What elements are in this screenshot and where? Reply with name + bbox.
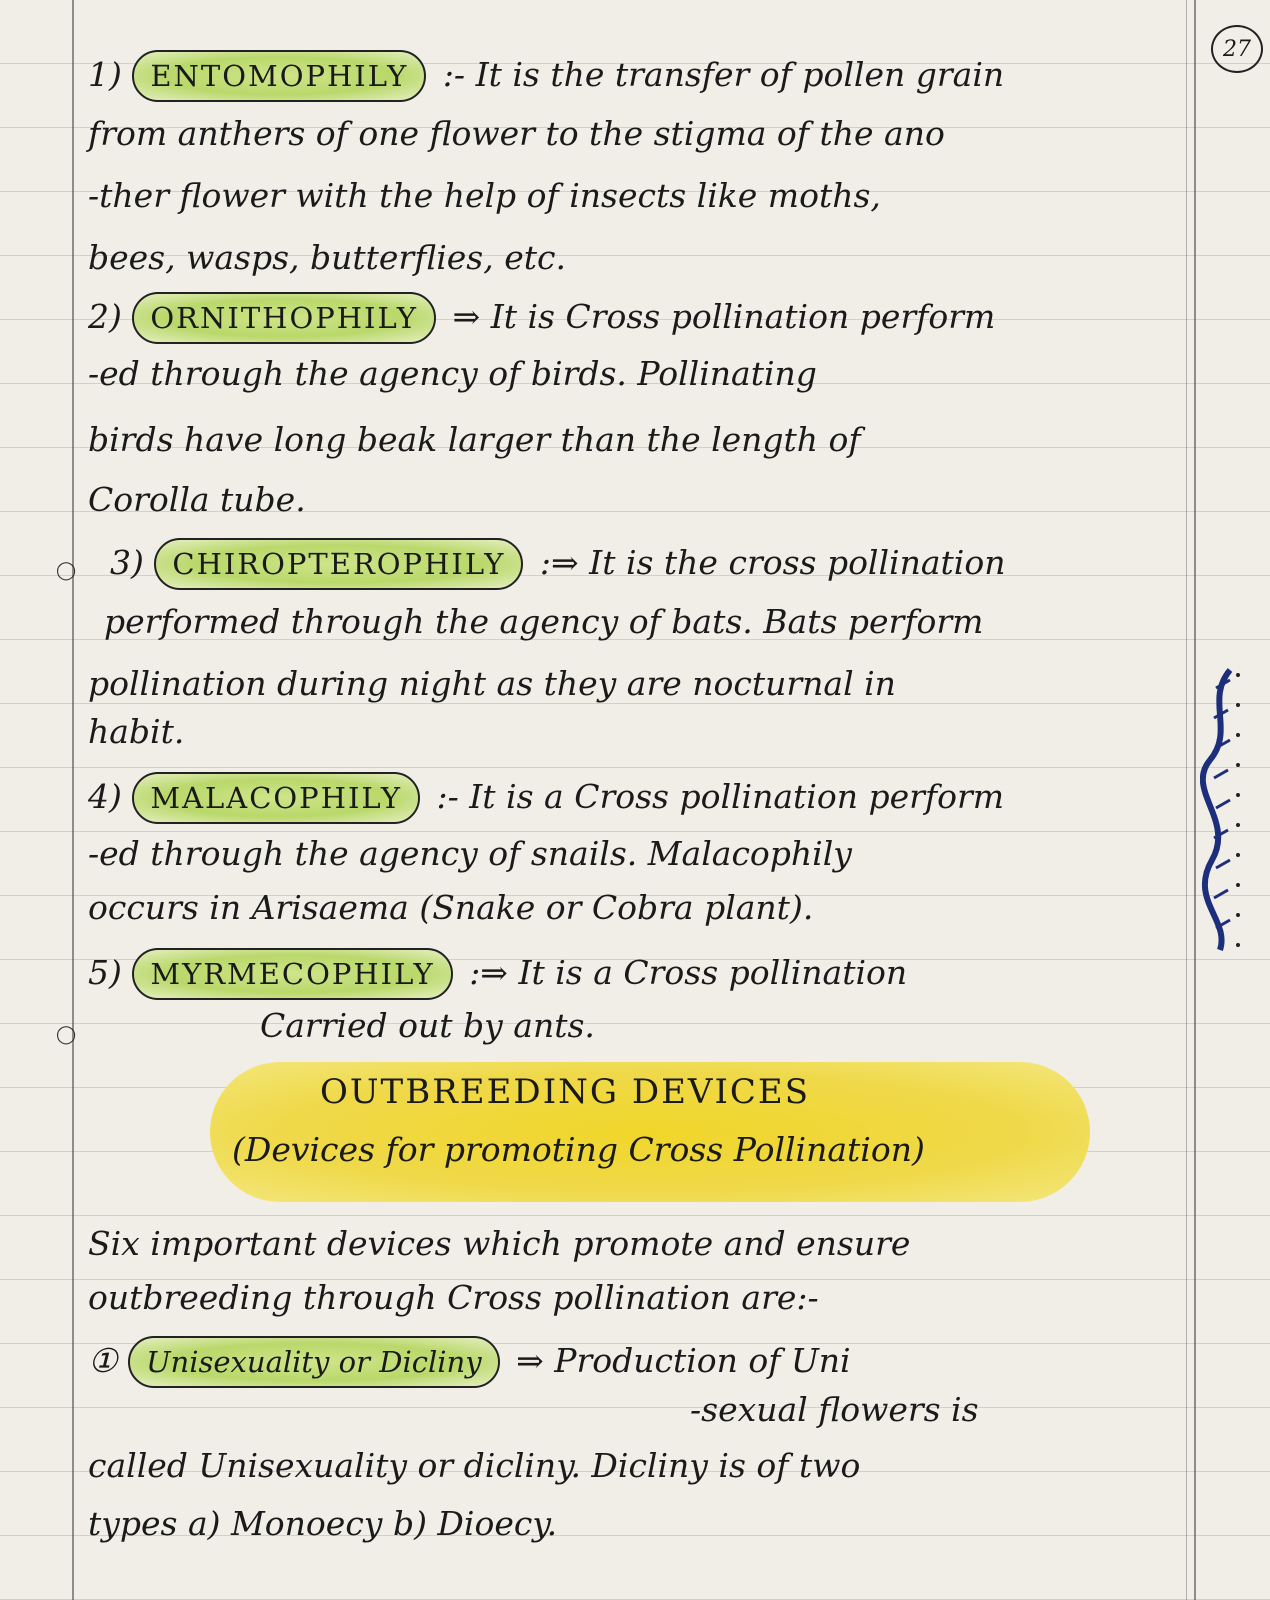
- ornithophily-text-line: Corolla tube.: [88, 480, 306, 519]
- device1-text-line: called Unisexuality or dicliny. Dicliny is of two: [88, 1446, 861, 1485]
- chiropterophily-text-line: It is the cross pollination: [589, 543, 1006, 582]
- entry-separator: :⇒: [469, 953, 508, 992]
- chiropterophily-term: CHIROPTEROPHILY: [154, 538, 523, 590]
- chiropterophily-text-line: pollination during night as they are nocturnal in: [88, 664, 896, 703]
- binder-hole-icon: ◯: [56, 1024, 77, 1045]
- myrmecophily-term: MYRMECOPHILY: [132, 948, 452, 1000]
- chiropterophily-text-line: habit.: [88, 712, 185, 751]
- entry-number: 1): [88, 55, 122, 94]
- entry-number: 3): [110, 543, 144, 582]
- outbreeding-title: OUTBREEDING DEVICES: [320, 1072, 811, 1112]
- chiropterophily-text-line: performed through the agency of bats. Bats perform: [104, 602, 984, 641]
- chiropterophily-heading-line: [110, 538, 1210, 590]
- ornithophily-text-line: It is Cross pollination perform: [490, 297, 996, 336]
- device1-text-line: types a) Monoecy b) Dioecy.: [88, 1504, 558, 1543]
- myrmecophily-text-line: Carried out by ants.: [260, 1006, 595, 1045]
- entomophily-text-line: bees, wasps, butterflies, etc.: [88, 238, 566, 277]
- entomophily-text-line: It is the transfer of pollen grain: [475, 55, 1005, 94]
- entomophily-term: ENTOMOPHILY: [132, 50, 426, 102]
- ornithophily-heading-line: [88, 292, 1188, 344]
- left-margin-line: [72, 0, 74, 1600]
- malacophily-term: MALACOPHILY: [132, 772, 420, 824]
- malacophily-text-line: -ed through the agency of snails. Malacophily: [88, 834, 852, 873]
- entry-number: 5): [88, 953, 122, 992]
- device1-text-line: -sexual flowers is: [690, 1390, 979, 1429]
- entry-separator: ⇒: [452, 297, 481, 336]
- entry-separator: :⇒: [539, 543, 579, 582]
- device1-term: Unisexuality or Dicliny: [128, 1336, 499, 1388]
- decorative-scribble-icon: [1200, 660, 1242, 960]
- malacophily-text-line: It is a Cross pollination perform: [469, 777, 1005, 816]
- entry-separator: :-: [436, 777, 459, 816]
- ornithophily-text-line: -ed through the agency of birds. Pollinating: [88, 354, 817, 393]
- malacophily-heading-line: [88, 772, 1188, 824]
- intro-line: Six important devices which promote and ensure: [88, 1224, 911, 1263]
- device-number: ①: [88, 1341, 118, 1380]
- entry-number: 4): [88, 777, 122, 816]
- device1-text-line: Production of Uni: [554, 1341, 851, 1380]
- intro-line: outbreeding through Cross pollination are:-: [88, 1278, 819, 1317]
- device1-heading-line: [88, 1336, 1188, 1388]
- entomophily-text-line: from anthers of one flower to the stigma of the ano: [88, 114, 945, 153]
- myrmecophily-text-line: It is a Cross pollination: [518, 953, 908, 992]
- entry-number: 2): [88, 297, 122, 336]
- binder-hole-icon: ◯: [56, 560, 77, 581]
- device-separator: ⇒: [516, 1341, 544, 1380]
- ornithophily-text-line: birds have long beak larger than the length of: [88, 420, 861, 459]
- myrmecophily-heading-line: [88, 948, 1188, 1000]
- entomophily-heading-line: [88, 50, 1188, 102]
- malacophily-text-line: occurs in Arisaema (Snake or Cobra plant).: [88, 888, 814, 927]
- right-margin-line: [1194, 0, 1196, 1600]
- entry-separator: :-: [442, 55, 466, 94]
- ornithophily-term: ORNITHOPHILY: [132, 292, 436, 344]
- page-number: 27: [1211, 25, 1263, 73]
- outbreeding-subtitle: (Devices for promoting Cross Pollination): [232, 1130, 925, 1169]
- entomophily-text-line: -ther flower with the help of insects like moths,: [88, 176, 881, 215]
